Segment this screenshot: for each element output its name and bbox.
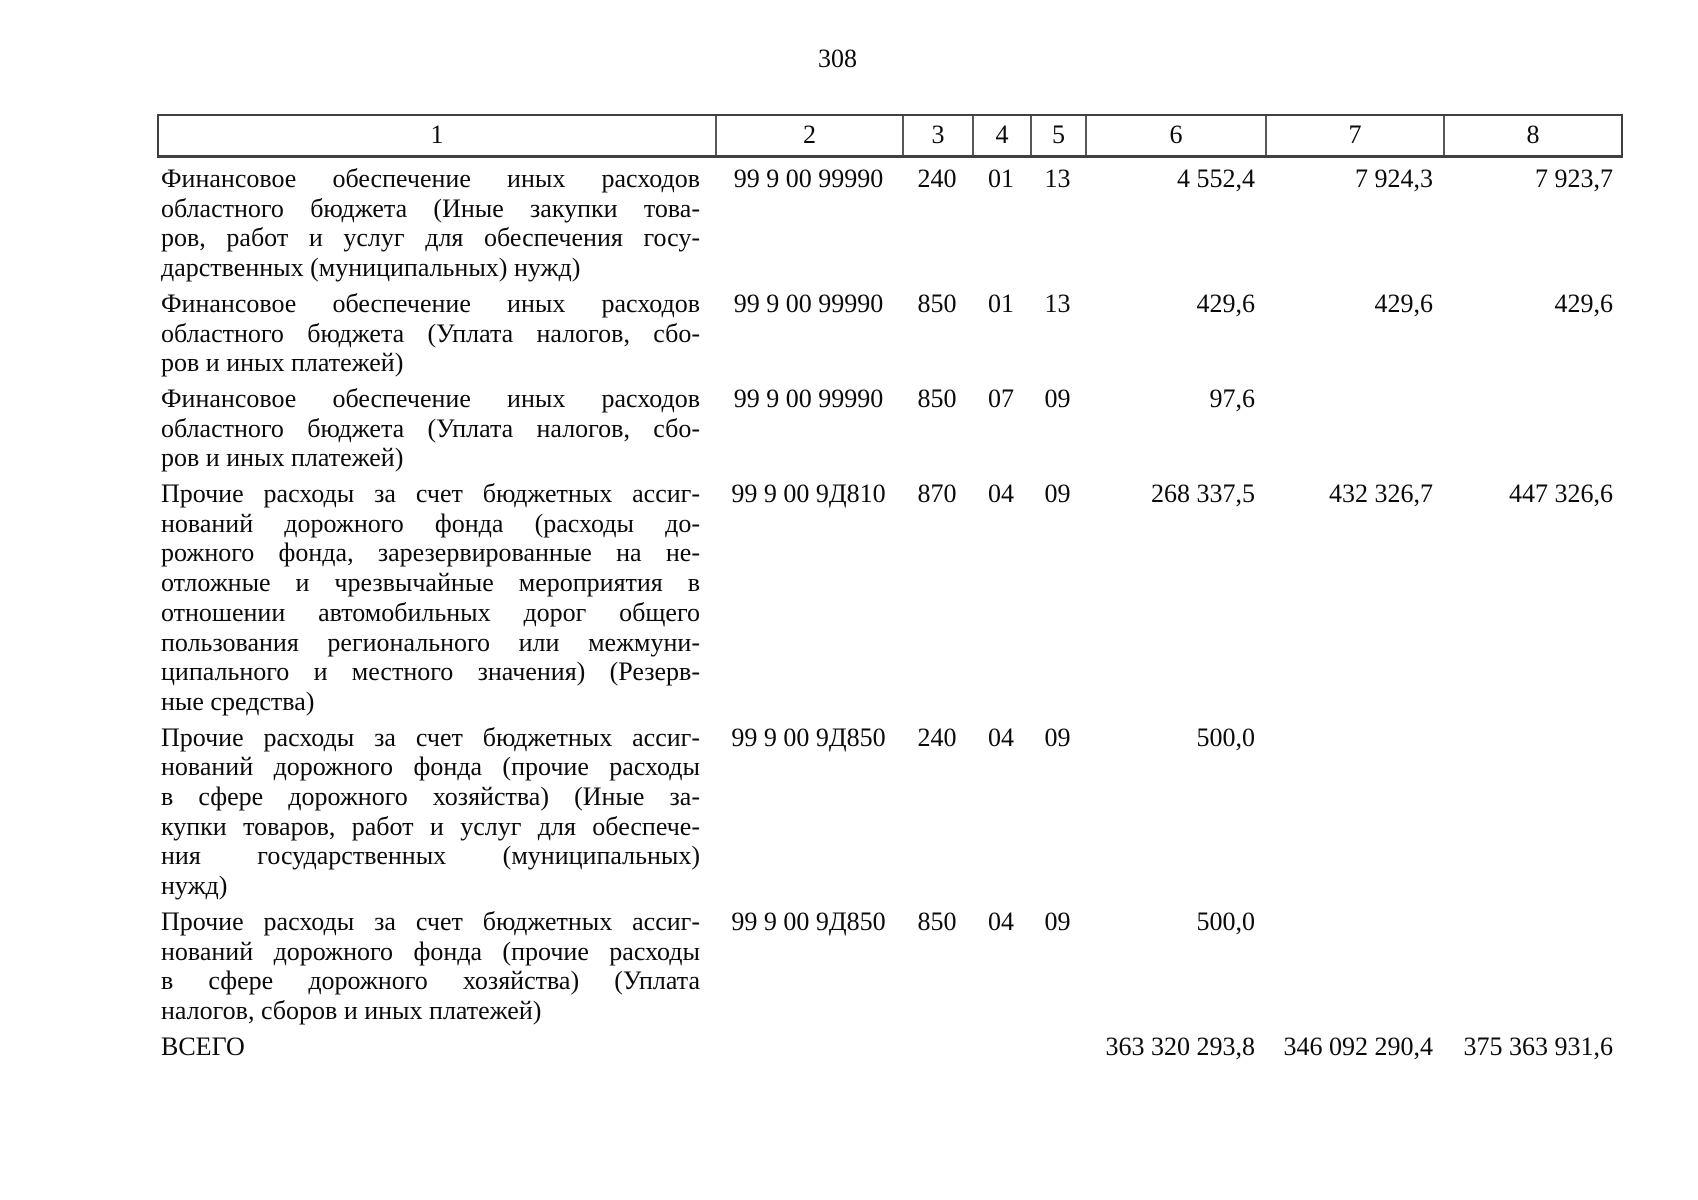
name-line: налогов, сборов и иных платежей) xyxy=(161,995,542,1025)
name-line: в сфере дорожного хозяйства) (Уплата xyxy=(161,966,700,996)
header-cell-col7: 7 xyxy=(1267,116,1445,155)
expense-name-cell xyxy=(157,164,715,283)
name-line: областного бюджета (Уплата налогов, сбо- xyxy=(161,318,700,348)
subsection-code-cell: 09 xyxy=(1044,479,1071,509)
amount-year2-cell: 7 924,3 xyxy=(1355,164,1433,193)
budget-table xyxy=(157,114,1623,1067)
name-line: нований дорожного фонда (расходы до- xyxy=(161,508,700,538)
total-amount-year2-cell: 346 092 290,4 xyxy=(1283,1031,1433,1061)
amount-year2-cell: 429,6 xyxy=(1374,288,1433,318)
target-article-code-cell: 99 9 00 9Д850 xyxy=(731,722,886,752)
name-line: Прочие расходы за счет бюджетных ассиг- xyxy=(161,906,700,936)
name-line: ров, работ и услуг для обеспечения госу- xyxy=(161,223,700,253)
name-line: отношении автомобильных дорог общего xyxy=(161,597,700,627)
amount-year1-cell: 429,6 xyxy=(1196,288,1255,318)
name-line: отложные и чрезвычайные мероприятия в xyxy=(161,568,700,598)
expense-type-cell: 850 xyxy=(917,288,957,318)
name-line: ципального и местного значения) (Резерв- xyxy=(161,657,700,687)
expense-type-cell: 870 xyxy=(917,479,957,509)
expense-name-cell xyxy=(157,723,715,901)
name-line: нований дорожного фонда (прочие расходы xyxy=(161,936,700,966)
expense-type-cell: 240 xyxy=(917,164,957,193)
header-cell-col8: 8 xyxy=(1526,120,1540,149)
table-row xyxy=(157,723,1623,901)
amount-year2-cell: 432 326,7 xyxy=(1329,479,1433,509)
table-header-row xyxy=(157,114,1623,158)
name-line: в сфере дорожного хозяйства) (Иные за- xyxy=(161,782,700,812)
page-number: 308 xyxy=(818,44,857,73)
target-article-code-cell: 99 9 00 9Д850 xyxy=(731,906,886,936)
amount-year1-cell: 268 337,5 xyxy=(1151,479,1255,509)
amount-year1-cell: 500,0 xyxy=(1196,722,1255,752)
name-line: Прочие расходы за счет бюджетных ассиг- xyxy=(161,722,700,752)
expense-name-cell xyxy=(157,907,715,1026)
expense-name-cell xyxy=(157,479,715,717)
subsection-code-cell: 09 xyxy=(1044,383,1071,413)
name-line: ные средства) xyxy=(161,686,315,716)
name-line: пользования регионального или межмуни- xyxy=(161,627,700,657)
header-cell-col6: 6 xyxy=(1087,116,1267,155)
total-label xyxy=(157,1032,715,1062)
name-line: Прочие расходы за счет бюджетных ассиг- xyxy=(161,479,700,509)
section-code-cell: 07 xyxy=(988,383,1014,413)
target-article-code-cell: 99 9 00 99990 xyxy=(733,288,884,318)
expense-type-cell: 850 xyxy=(917,906,957,936)
amount-year1-cell: 4 552,4 xyxy=(1177,164,1255,193)
amount-year1-cell: 97,6 xyxy=(1209,383,1255,413)
table-body xyxy=(157,164,1623,1061)
expense-name-cell xyxy=(157,384,715,473)
amount-year1-cell: 500,0 xyxy=(1196,906,1255,936)
subsection-code-cell: 09 xyxy=(1044,722,1071,752)
name-line: ров и иных платежей) xyxy=(161,348,404,378)
expense-name-cell xyxy=(157,289,715,378)
name-line: Финансовое обеспечение иных расходов xyxy=(161,383,700,413)
total-label-text: ВСЕГО xyxy=(161,1031,245,1061)
subsection-code-cell: 13 xyxy=(1044,288,1071,318)
section-code-cell: 04 xyxy=(988,479,1014,509)
table-row xyxy=(157,907,1623,1026)
total-row xyxy=(157,1032,1623,1062)
total-amount-year3-cell: 375 363 931,6 xyxy=(1463,1031,1613,1061)
expense-type-cell: 850 xyxy=(917,383,957,413)
table-row xyxy=(157,289,1623,378)
total-amount-year1-cell: 363 320 293,8 xyxy=(1105,1031,1255,1061)
name-line: ров и иных платежей) xyxy=(161,443,404,473)
section-code-cell: 04 xyxy=(988,906,1014,936)
name-line: нужд) xyxy=(161,871,228,901)
name-line: областного бюджета (Уплата налогов, сбо- xyxy=(161,413,700,443)
name-line: Финансовое обеспечение иных расходов xyxy=(161,164,700,193)
section-code-cell: 01 xyxy=(988,164,1014,193)
table-row xyxy=(157,479,1623,717)
target-article-code-cell: 99 9 00 99990 xyxy=(733,383,884,413)
name-line: областного бюджета (Иные закупки това- xyxy=(161,193,700,223)
table-row xyxy=(157,384,1623,473)
name-line: дарственных (муниципальных) нужд) xyxy=(161,253,581,283)
amount-year3-cell: 429,6 xyxy=(1554,288,1613,318)
subsection-code-cell: 09 xyxy=(1044,906,1071,936)
target-article-code-cell: 99 9 00 9Д810 xyxy=(731,479,886,509)
name-line: Финансовое обеспечение иных расходов xyxy=(161,288,700,318)
name-line: ния государственных (муниципальных) xyxy=(161,841,700,871)
header-cell-col3: 3 xyxy=(904,116,974,155)
header-cell-col2: 2 xyxy=(717,116,904,155)
amount-year3-cell: 7 923,7 xyxy=(1535,164,1613,193)
section-code-cell: 04 xyxy=(988,722,1014,752)
amount-year3-cell: 447 326,6 xyxy=(1509,479,1613,509)
header-cell-col1: 1 xyxy=(159,116,717,155)
header-cell-col5: 5 xyxy=(1032,116,1087,155)
name-line: рожного фонда, зарезервированные на не- xyxy=(161,538,700,568)
header-cell-col4: 4 xyxy=(974,116,1032,155)
name-line: купки товаров, работ и услуг для обеспече- xyxy=(161,811,700,841)
name-line: нований дорожного фонда (прочие расходы xyxy=(161,752,700,782)
subsection-code-cell: 13 xyxy=(1044,164,1071,193)
target-article-code-cell: 99 9 00 99990 xyxy=(733,164,884,193)
table-row xyxy=(157,164,1623,283)
expense-type-cell: 240 xyxy=(917,722,957,752)
section-code-cell: 01 xyxy=(988,288,1014,318)
